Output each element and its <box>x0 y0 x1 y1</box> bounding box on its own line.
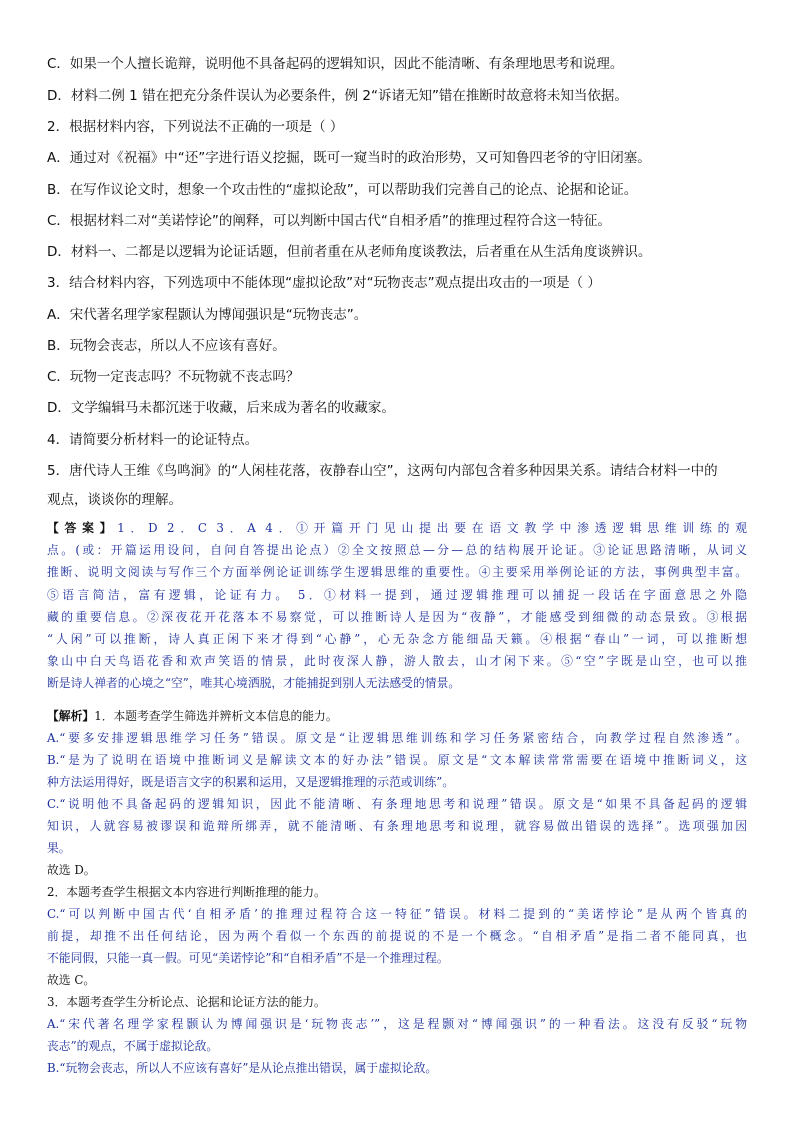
question-4-stem: 4．请简要分析材料一的论证特点。 <box>47 432 259 448</box>
analysis-1-option-b-line-1: B.“是为了说明在语境中推断词义是解读文本的好办法”错误。原文是“文本解读常常需要在语境中推断词义，这 <box>47 753 747 767</box>
question-1-option-c: C．如果一个人擅长诡辩，说明他不具备起码的逻辑知识，因此不能清晰、有条理地思考和说理。 <box>47 56 624 72</box>
analysis-3-option-a-line-2: 丧志”的观点，不属于虚拟论敌。 <box>47 1039 219 1053</box>
question-3-stem: 3．结合材料内容，下列选项中不能体现“虚拟论敌”对“玩物丧志”观点提出攻击的一项是（ ） <box>47 275 601 291</box>
question-2-stem: 2．根据材料内容，下列说法不正确的一项是（ ） <box>47 119 344 135</box>
analysis-1-option-c-line-3: 果。 <box>47 841 71 855</box>
analysis-1-option-a: A.“要多安排逻辑思维学习任务”错误。原文是“让逻辑思维训练和学习任务紧密结合，向教学过程自然渗透”。 <box>47 731 747 745</box>
analysis-heading-text: 1．本题考查学生筛选并辨析文本信息的能力。 <box>94 709 338 723</box>
analysis-tag: 【解析】 <box>47 709 95 723</box>
analysis-2-line-1: C.“可以判断中国古代‘自相矛盾’的推理过程符合这一特征”错误。材料二提到的“美诺悖论”是从两个皆真的 <box>47 907 747 921</box>
analysis-2-heading: 2．本题考查学生根据文本内容进行判断推理的能力。 <box>47 885 326 899</box>
analysis-1-option-c-line-2: 知识，人就容易被谬误和诡辩所绑弄，就不能清晰、有条理地思考和说理，就容易做出错误的选择”。选项强加因 <box>47 819 747 833</box>
question-1-option-d: D．材料二例 1 错在把充分条件误认为必要条件，例 2“诉诸无知”错在推断时故意将未知当依据。 <box>47 88 628 104</box>
analysis-heading <box>47 707 747 725</box>
analysis-3-option-b: B.“玩物会丧志，所以人不应该有喜好”是从论点推出错误，属于虚拟论敌。 <box>47 1061 438 1075</box>
answer-line-1-text: 1．D 2．C 3．A 4．①开篇开门见山提出要在语文教学中渗透逻辑思维训练的观 <box>117 521 747 535</box>
answer-line-2: 点。(或：开篇运用设问，自问自答提出论点）②全文按照总—分—总的结构展开论证。③论证思路清晰，从词义 <box>47 543 747 557</box>
answer-tag: 【答案】 <box>47 521 118 535</box>
answer-line-4: ⑤语言简洁，富有逻辑，论证有力。 5．①材料一提到，通过逻辑推理可以捕捉一段话在字面意思之外隐 <box>47 588 747 602</box>
question-3-option-c: C．玩物一定丧志吗？不玩物就不丧志吗？ <box>47 369 300 385</box>
question-3-option-b: B．玩物会丧志，所以人不应该有喜好。 <box>47 338 286 354</box>
question-2-option-a: A．通过对《祝福》中“还”字进行语义挖掘，既可一窥当时的政治形势，又可知鲁四老爷的守旧闭塞。 <box>47 150 651 166</box>
analysis-3-heading: 3．本题考查学生分析论点、论据和论证方法的能力。 <box>47 995 326 1009</box>
question-5-stem-line-2: 观点，谈谈你的理解。 <box>47 492 182 508</box>
analysis-2-line-2: 前提，却推不出任何结论，因为两个看似一个东西的前提说的不是一个概念。“自相矛盾”是指二者不能同真，也 <box>47 929 747 943</box>
question-2-option-b: B．在写作议论文时，想象一个攻击性的“虚拟论敌”，可以帮助我们完善自己的论点、论据和论证。 <box>47 182 638 198</box>
analysis-3-option-a-line-1: A.“宋代著名理学家程颢认为博闻强识是‘玩物丧志’”，这是程颢对“博闻强识”的一种看法。这没有反驳“玩物 <box>47 1017 747 1031</box>
question-5-stem-line-1: 5．唐代诗人王维《鸟鸣涧》的“人闲桂花落，夜静春山空”，这两句内部包含着多种因果关系。请结合材料一中的 <box>47 463 718 479</box>
question-3-option-a: A．宋代著名理学家程颢认为博闻强识是“玩物丧志”。 <box>47 307 368 323</box>
answer-line-3: 推断、说明文阅读与写作三个方面举例论证训练学生逻辑思维的重要性。④主要采用举例论证的方法，事例典型丰富。 <box>47 565 747 579</box>
question-2-option-c: C．根据材料二对“美诺悖论”的阐释，可以判断中国古代“自相矛盾”的推理过程符合这一特征。 <box>47 213 611 229</box>
answer-line-7: 象山中白天鸟语花香和欢声笑语的情景，此时夜深人静，游人散去，山才闲下来。⑤“空”字既是山空，也可以推 <box>47 654 747 668</box>
question-2-option-d: D．材料一、二都是以逻辑为论证话题，但前者重在从老师角度谈教法，后者重在从生活角度谈辨识。 <box>47 244 652 260</box>
analysis-2-line-3: 不能同假，只能一真一假。可见“美诺悖论”和“自相矛盾”不是一个推理过程。 <box>47 951 449 965</box>
analysis-1-option-b-line-2: 种方法运用得好，既是语言文字的积累和运用，又是逻辑推理的示范或训练”。 <box>47 775 455 789</box>
analysis-1-conclusion: 故选 D。 <box>47 863 96 877</box>
answer-line-8: 断是诗人禅者的心境之“空”，唯其心境洒脱，才能捕捉到别人无法感受的情景。 <box>47 676 461 690</box>
analysis-2-conclusion: 故选 C。 <box>47 973 96 987</box>
analysis-1-option-c-line-1: C.“说明他不具备起码的逻辑知识，因此不能清晰、有条理地思考和说理”错误。原文是“如果不具备起码的逻辑 <box>47 797 747 811</box>
question-3-option-d: D．文学编辑马未都沉迷于收藏，后来成为著名的收藏家。 <box>47 400 395 416</box>
answer-line-5: 藏的重要信息。②深夜花开花落本不易察觉，可以推断诗人是因为“夜静”，才能感受到细微的动态景致。③根据 <box>47 610 747 624</box>
answer-line-6: “人闲”可以推断，诗人真正闲下来才得到“心静”，心无杂念方能细品天籁。④根据“春山”一词，可以推断想 <box>47 632 747 646</box>
answer-line-1 <box>47 519 747 537</box>
